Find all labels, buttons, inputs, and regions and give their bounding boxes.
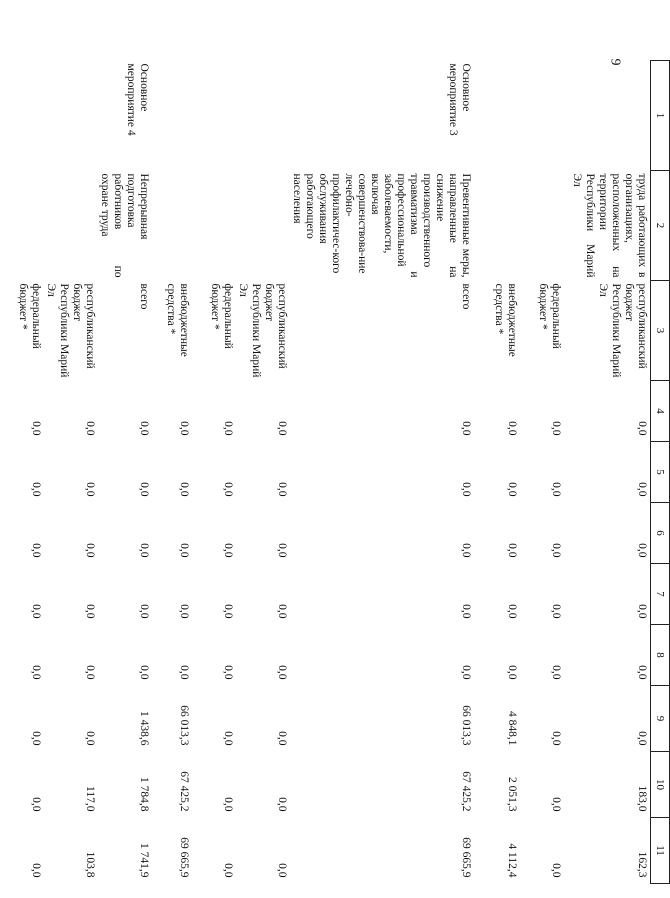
amount-cell: 0,0 (178, 421, 191, 436)
event-description-cell (5, 171, 45, 281)
amount-cell: 162,3 (636, 851, 648, 878)
rotated-table-container (17, 60, 670, 878)
amount-cell: 0,0 (84, 482, 97, 497)
table-row (99, 61, 153, 884)
amount-cell: 0,0 (138, 604, 151, 619)
amount-cell: 0,0 (506, 604, 519, 619)
event-description-cell (237, 171, 291, 281)
column-header-2: 2 (651, 171, 670, 281)
header-row (651, 61, 670, 884)
amount-cell: 0,0 (30, 604, 43, 619)
amount-cell: 0,0 (30, 543, 43, 558)
funding-source-cell: федеральный бюджет * (17, 283, 43, 349)
column-header-9: 9 (651, 686, 670, 752)
table-row (475, 61, 521, 884)
event-name-cell (475, 61, 521, 171)
amount-cell: 0,0 (222, 731, 235, 746)
amount-cell: 0,0 (222, 421, 235, 436)
table-row (5, 61, 45, 884)
amount-cell: 0,0 (222, 863, 235, 878)
amount-cell: 0,0 (550, 665, 563, 680)
event-name-cell (565, 58, 651, 171)
amount-cell: 0,0 (84, 604, 97, 619)
amount-cell: 0,0 (506, 665, 519, 680)
amount-cell: 0,0 (460, 482, 473, 497)
amount-cell: 0,0 (550, 421, 563, 436)
funding-source-cell: республиканский бюджет Республики Марий Эл (237, 283, 289, 378)
column-header-4: 4 (651, 381, 670, 442)
amount-cell: 1 784,8 (138, 777, 151, 812)
event-name-cell: Основное мероприятие 4 (125, 63, 151, 136)
table-row (45, 61, 99, 884)
event-name-cell (5, 61, 45, 171)
table-row (565, 61, 651, 884)
event-name-cell (193, 61, 237, 171)
funding-source-cell: федеральный бюджет * (209, 283, 235, 349)
column-header-1: 1 (651, 61, 670, 171)
amount-cell: 0,0 (84, 665, 97, 680)
event-description-cell (153, 171, 193, 281)
event-description-cell: Непрерывная подготовка работников по охране труда (99, 173, 151, 278)
amount-cell: 69 665,9 (460, 837, 473, 878)
amount-cell: 0,0 (138, 482, 151, 497)
amount-cell: 1 741,9 (138, 843, 151, 878)
amount-cell: 0,0 (550, 482, 563, 497)
amount-cell: 0,0 (138, 665, 151, 680)
amount-cell: 66 013,3 (178, 705, 191, 746)
funding-source-cell: внебюджетные средства * (165, 283, 191, 357)
amount-cell: 0,0 (276, 863, 289, 878)
amount-cell: 0,0 (276, 665, 289, 680)
amount-cell: 0,0 (550, 604, 563, 619)
amount-cell: 0,0 (636, 731, 648, 746)
amount-cell: 117,0 (84, 786, 97, 812)
amount-cell: 0,0 (84, 731, 97, 746)
amount-cell: 0,0 (506, 421, 519, 436)
amount-cell: 0,0 (636, 543, 648, 558)
event-description-cell (475, 171, 521, 281)
table-row (153, 61, 193, 884)
amount-cell: 0,0 (222, 604, 235, 619)
amount-cell: 66 013,3 (460, 705, 473, 746)
program-funding-table (5, 60, 670, 884)
amount-cell: 0,0 (506, 482, 519, 497)
funding-source-cell: федеральный бюджет * (537, 283, 563, 349)
amount-cell: 67 425,2 (460, 771, 473, 812)
table-row (521, 61, 565, 884)
event-name-cell (153, 61, 193, 171)
amount-cell: 0,0 (30, 797, 43, 812)
amount-cell: 0,0 (84, 421, 97, 436)
amount-cell: 0,0 (222, 797, 235, 812)
amount-cell: 69 665,9 (178, 837, 191, 878)
amount-cell: 0,0 (30, 482, 43, 497)
amount-cell: 0,0 (550, 543, 563, 558)
amount-cell: 1 438,6 (138, 711, 151, 746)
amount-cell: 0,0 (30, 421, 43, 436)
amount-cell: 0,0 (276, 543, 289, 558)
column-header-6: 6 (651, 503, 670, 564)
amount-cell: 0,0 (276, 482, 289, 497)
amount-cell: 0,0 (636, 421, 648, 436)
amount-cell: 0,0 (276, 421, 289, 436)
column-header-3: 3 (651, 281, 670, 381)
amount-cell: 4 112,4 (506, 843, 519, 878)
column-header-7: 7 (651, 564, 670, 625)
amount-cell: 0,0 (636, 482, 648, 497)
page-number: 9 (607, 58, 623, 66)
amount-cell: 0,0 (30, 863, 43, 878)
amount-cell: 183,0 (636, 785, 648, 812)
amount-cell: 0,0 (276, 604, 289, 619)
amount-cell: 0,0 (506, 543, 519, 558)
amount-cell: 0,0 (178, 604, 191, 619)
amount-cell: 0,0 (222, 482, 235, 497)
amount-cell: 0,0 (84, 543, 97, 558)
event-name-cell (521, 61, 565, 171)
column-header-8: 8 (651, 625, 670, 686)
funding-source-cell: всего (138, 283, 151, 310)
amount-cell: 0,0 (276, 731, 289, 746)
amount-cell: 0,0 (138, 543, 151, 558)
amount-cell: 0,0 (550, 731, 563, 746)
funding-source-cell: внебюджетные средства * (493, 283, 519, 357)
table-body (5, 58, 651, 884)
amount-cell: 0,0 (636, 665, 648, 680)
amount-cell: 0,0 (460, 604, 473, 619)
amount-cell: 0,0 (178, 665, 191, 680)
amount-cell: 0,0 (550, 797, 563, 812)
event-name-cell (237, 61, 291, 171)
amount-cell: 67 425,2 (178, 771, 191, 812)
event-description-cell: труда работающих в организациях, расположенных на территории Республики Марий Эл (571, 173, 648, 278)
event-description-cell (193, 171, 237, 281)
amount-cell: 0,0 (222, 665, 235, 680)
amount-cell: 0,0 (138, 421, 151, 436)
amount-cell: 0,0 (30, 665, 43, 680)
funding-source-cell: республиканский бюджет Республики Марий Эл (597, 283, 648, 378)
amount-cell: 0,0 (460, 421, 473, 436)
event-name-cell (45, 61, 99, 171)
funding-source-cell: республиканский бюджет Республики Марий Эл (45, 283, 97, 378)
column-header-5: 5 (651, 442, 670, 503)
amount-cell: 0,0 (636, 604, 648, 619)
table-row (237, 61, 291, 884)
amount-cell: 4 848,1 (506, 711, 519, 746)
event-description-cell: Превентивные меры, направленные на снижение производственного травматизма и профессиональной заболеваемости, включая совершенствова-ние лечебно-профилактичес-кого обслуживания работающего населения (291, 173, 473, 278)
amount-cell: 0,0 (550, 863, 563, 878)
amount-cell: 0,0 (222, 543, 235, 558)
amount-cell: 0,0 (276, 797, 289, 812)
event-name-cell: Основное мероприятие 3 (447, 63, 473, 136)
amount-cell: 103,8 (84, 851, 97, 878)
column-header-10: 10 (651, 752, 670, 818)
amount-cell: 0,0 (460, 543, 473, 558)
table-row (291, 61, 475, 884)
funding-source-cell: всего (460, 283, 473, 310)
amount-cell: 0,0 (30, 731, 43, 746)
table-row (193, 61, 237, 884)
column-header-11: 11 (651, 818, 670, 884)
amount-cell: 0,0 (178, 482, 191, 497)
amount-cell: 0,0 (460, 665, 473, 680)
amount-cell: 0,0 (178, 543, 191, 558)
amount-cell: 2 051,3 (506, 777, 519, 812)
event-description-cell (45, 171, 99, 281)
event-description-cell (521, 171, 565, 281)
